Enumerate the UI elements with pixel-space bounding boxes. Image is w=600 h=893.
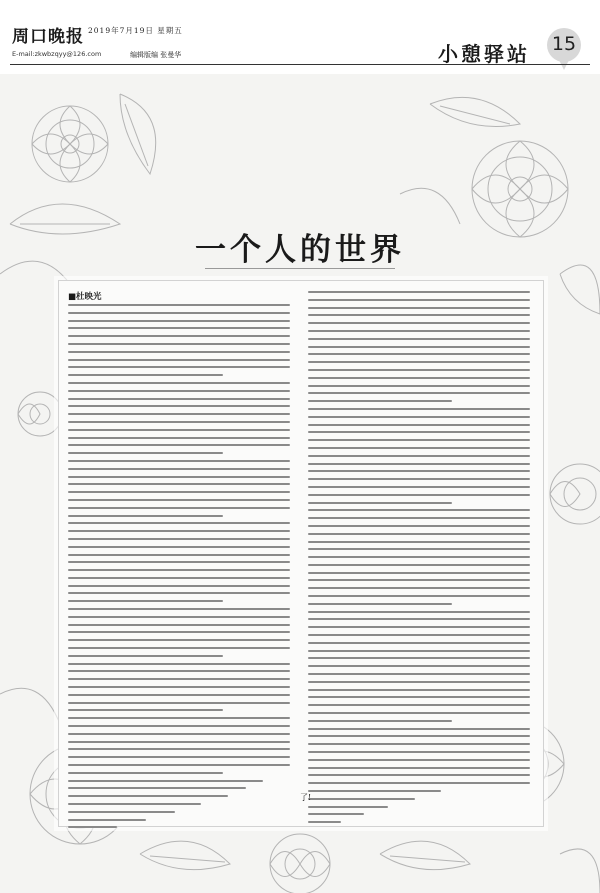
illegible-body-text-line	[308, 525, 530, 527]
illegible-body-text-line	[308, 447, 530, 449]
illegible-body-text-line	[68, 608, 290, 610]
page-number-badge-tail	[557, 56, 571, 70]
illegible-body-text-line	[308, 689, 530, 691]
illegible-body-text-line	[68, 351, 290, 353]
illegible-body-text-line	[68, 483, 290, 485]
illegible-body-text-line	[68, 803, 201, 805]
illegible-body-text-line	[68, 592, 290, 594]
illegible-body-text-line	[68, 600, 223, 602]
editor-credit: 编辑版编 张曼华	[130, 51, 182, 59]
illegible-body-text-line	[308, 751, 530, 753]
leaves-bottom-right	[380, 841, 600, 893]
illegible-body-text-line	[308, 470, 530, 472]
illegible-body-text-line	[68, 366, 290, 368]
illegible-body-text-line	[308, 728, 530, 730]
illegible-body-text-line	[308, 618, 530, 620]
illegible-body-text-line	[68, 733, 290, 735]
title-underline	[205, 268, 395, 269]
illegible-body-text-line	[308, 774, 530, 776]
flower-bottom-center	[270, 834, 330, 893]
illegible-body-text-line	[68, 468, 290, 470]
article-end-mark: 了!	[300, 793, 312, 802]
contact-email: E-mail:zkwbzqyy@126.com	[12, 50, 102, 58]
illegible-body-text-line	[68, 444, 290, 446]
illegible-body-text-line	[68, 343, 290, 345]
illegible-body-text-line	[308, 455, 530, 457]
illegible-body-text-line	[68, 826, 117, 828]
illegible-body-text-line	[68, 772, 223, 774]
illegible-body-text-line	[308, 431, 530, 433]
illegible-body-text-line	[308, 813, 364, 815]
illegible-body-text-line	[308, 502, 452, 504]
illegible-body-text-line	[68, 725, 290, 727]
illegible-body-text-line	[308, 720, 452, 722]
illegible-body-text-line	[308, 556, 530, 558]
illegible-body-text-line	[308, 626, 530, 628]
illegible-body-text-line	[308, 408, 530, 410]
illegible-body-text-line	[308, 790, 441, 792]
illegible-body-text-line	[68, 709, 223, 711]
illegible-body-text-line	[308, 392, 530, 394]
illegible-body-text-line	[68, 819, 146, 821]
illegible-body-text-line	[308, 595, 530, 597]
illegible-body-text-line	[308, 642, 530, 644]
illegible-body-text-line	[68, 694, 290, 696]
illegible-body-text-line	[68, 616, 290, 618]
illegible-body-text-line	[308, 712, 530, 714]
illegible-body-text-line	[68, 787, 246, 789]
illegible-body-text-line	[308, 509, 530, 511]
flower-mid-right	[550, 464, 600, 524]
illegible-body-text-line	[308, 634, 530, 636]
page-header	[0, 0, 600, 74]
illegible-body-text-line	[68, 678, 290, 680]
illegible-body-text-line	[308, 564, 530, 566]
illegible-body-text-line	[68, 460, 290, 462]
illegible-body-text-line	[308, 798, 415, 800]
page-number: 15	[551, 33, 577, 55]
illegible-body-text-line	[68, 304, 290, 306]
illegible-body-text-line	[68, 702, 290, 704]
illegible-body-text-line	[68, 491, 290, 493]
illegible-body-text-line	[308, 322, 530, 324]
illegible-body-text-line	[308, 486, 530, 488]
illegible-body-text-line	[68, 421, 290, 423]
article-byline: ■杜映光	[68, 292, 102, 302]
illegible-body-text-line	[68, 515, 223, 517]
illegible-body-text-line	[68, 327, 290, 329]
illegible-body-text-line	[68, 663, 290, 665]
illegible-body-text-line	[68, 374, 223, 376]
illegible-body-text-line	[308, 369, 530, 371]
newspaper-name: 周口晚报	[12, 27, 84, 47]
illegible-body-text-line	[308, 665, 530, 667]
illegible-body-text-line	[308, 346, 530, 348]
illegible-body-text-line	[308, 361, 530, 363]
illegible-body-text-line	[68, 312, 290, 314]
illegible-body-text-line	[68, 405, 290, 407]
illegible-body-text-line	[68, 624, 290, 626]
illegible-body-text-line	[308, 587, 530, 589]
illegible-body-text-line	[308, 821, 341, 823]
illegible-body-text-line	[308, 463, 530, 465]
article-title: 一个人的世界	[195, 232, 405, 268]
illegible-body-text-line	[68, 554, 290, 556]
illegible-body-text-line	[68, 413, 290, 415]
illegible-body-text-line	[308, 579, 530, 581]
illegible-body-text-line	[308, 478, 530, 480]
illegible-body-text-line	[308, 806, 388, 808]
illegible-body-text-line	[308, 735, 530, 737]
illegible-body-text-line	[68, 546, 290, 548]
illegible-body-text-line	[68, 569, 290, 571]
flower-mid-left	[18, 392, 62, 436]
illegible-body-text-line	[308, 517, 530, 519]
illegible-body-text-line	[68, 631, 290, 633]
illegible-body-text-line	[68, 717, 290, 719]
illegible-body-text-line	[68, 359, 290, 361]
illegible-body-text-line	[308, 611, 530, 613]
illegible-body-text-line	[308, 338, 530, 340]
illegible-body-text-line	[308, 743, 530, 745]
illegible-body-text-line	[68, 670, 290, 672]
illegible-body-text-line	[308, 759, 530, 761]
illegible-body-text-line	[68, 390, 290, 392]
illegible-body-text-line	[68, 795, 228, 797]
illegible-body-text-line	[308, 696, 530, 698]
illegible-body-text-line	[68, 756, 290, 758]
illegible-body-text-line	[308, 650, 530, 652]
illegible-body-text-line	[68, 585, 290, 587]
article-column-right	[308, 291, 530, 829]
illegible-body-text-line	[308, 299, 530, 301]
illegible-body-text-line	[68, 686, 290, 688]
illegible-body-text-line	[308, 307, 530, 309]
illegible-body-text-line	[308, 767, 530, 769]
illegible-body-text-line	[68, 398, 290, 400]
illegible-body-text-line	[308, 657, 530, 659]
illegible-body-text-line	[308, 704, 530, 706]
illegible-body-text-line	[68, 811, 175, 813]
illegible-body-text-line	[308, 416, 530, 418]
section-title: 小憩驿站	[438, 42, 530, 66]
illegible-body-text-line	[68, 530, 290, 532]
illegible-body-text-line	[68, 577, 290, 579]
illegible-body-text-line	[68, 639, 290, 641]
illegible-body-text-line	[308, 385, 530, 387]
illegible-body-text-line	[308, 494, 530, 496]
header-divider	[10, 64, 590, 65]
illegible-body-text-line	[68, 507, 290, 509]
illegible-body-text-line	[308, 314, 530, 316]
illegible-body-text-line	[68, 382, 290, 384]
illegible-body-text-line	[68, 538, 290, 540]
illegible-body-text-line	[308, 681, 530, 683]
illegible-body-text-line	[308, 572, 530, 574]
illegible-body-text-line	[308, 424, 530, 426]
flower-top-left	[32, 106, 108, 182]
illegible-body-text-line	[308, 291, 530, 293]
illegible-body-text-line	[308, 541, 530, 543]
illegible-body-text-line	[68, 561, 290, 563]
illegible-body-text-line	[308, 353, 530, 355]
illegible-body-text-line	[68, 741, 290, 743]
illegible-body-text-line	[308, 400, 452, 402]
illegible-body-text-line	[308, 377, 530, 379]
illegible-body-text-line	[68, 748, 290, 750]
illegible-body-text-line	[68, 499, 290, 501]
illegible-body-text-line	[308, 439, 530, 441]
illegible-body-text-line	[68, 655, 223, 657]
illegible-body-text-line	[68, 476, 290, 478]
flower-top-right	[472, 141, 568, 237]
illegible-body-text-line	[68, 764, 290, 766]
illegible-body-text-line	[68, 437, 290, 439]
illegible-body-text-line	[308, 330, 530, 332]
illegible-body-text-line	[68, 335, 290, 337]
illegible-body-text-line	[308, 673, 530, 675]
illegible-body-text-line	[68, 780, 263, 782]
illegible-body-text-line	[308, 548, 530, 550]
article-column-left	[68, 304, 290, 834]
illegible-body-text-line	[308, 782, 530, 784]
illegible-body-text-line	[68, 647, 290, 649]
illegible-body-text-line	[68, 429, 290, 431]
illegible-body-text-line	[68, 320, 290, 322]
illegible-body-text-line	[68, 522, 290, 524]
illegible-body-text-line	[68, 452, 223, 454]
issue-date: 2019年7月19日 星期五	[88, 26, 183, 35]
illegible-body-text-line	[308, 603, 452, 605]
illegible-body-text-line	[308, 533, 530, 535]
